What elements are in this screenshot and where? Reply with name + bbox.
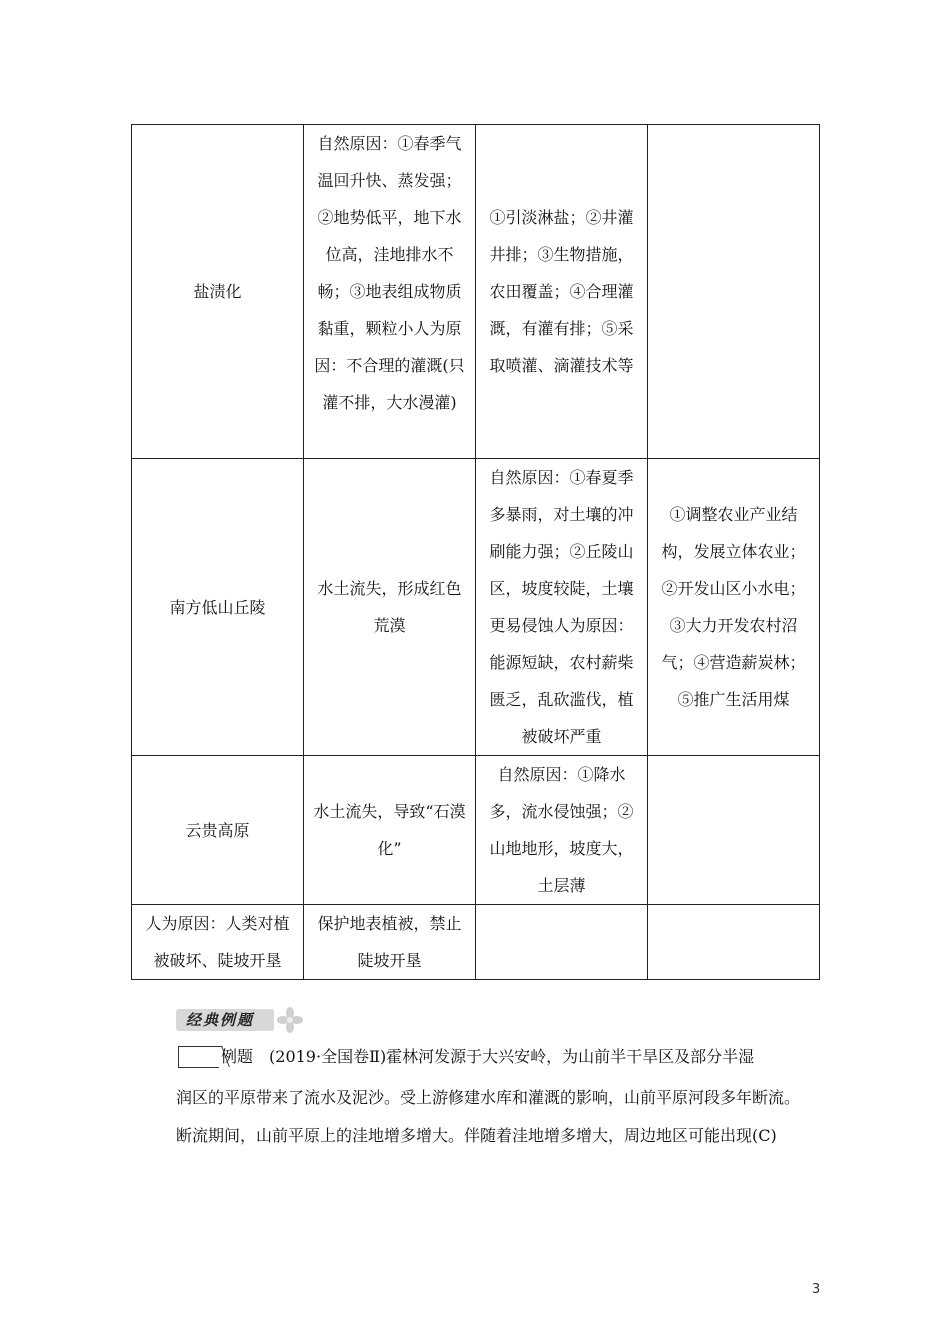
table-cell: 水土流失，形成红色荒漠 <box>304 459 476 756</box>
table-row <box>132 459 820 756</box>
flower-icon <box>277 1007 303 1033</box>
example-label-frame <box>178 1046 219 1068</box>
page-number: 3 <box>812 1282 821 1297</box>
example-line-1 <box>221 1039 861 1075</box>
table-cell: 水土流失，导致“石漠化” <box>304 756 476 905</box>
table-cell: ①引淡淋盐；②井灌井排；③生物措施，农田覆盖；④合理灌溉，有灌有排；⑤采取喷灌、滴灌技术等 <box>476 125 648 459</box>
table-row <box>132 905 820 980</box>
table-cell: 人为原因：人类对植被破坏、陡坡开垦 <box>132 905 304 980</box>
table-cell: 自然原因：①春季气温回升快、蒸发强；②地势低平，地下水位高，洼地排水不畅；③地表组成物质黏重，颗粒小人为原因：不合理的灌溉(只灌不排，大水漫灌) <box>304 125 476 459</box>
table-row <box>132 756 820 905</box>
example-line-2: 润区的平原带来了流水及泥沙。受上游修建水库和灌溉的影响，山前平原河段多年断流。 <box>176 1088 801 1107</box>
example-label: 例题 <box>221 1047 254 1066</box>
table-cell <box>648 905 820 980</box>
section-title: 经典例题 <box>186 1011 255 1029</box>
table-cell <box>648 756 820 905</box>
table-cell: 保护地表植被，禁止陡坡开垦 <box>304 905 476 980</box>
table-cell <box>648 125 820 459</box>
table-cell: 盐渍化 <box>132 125 304 459</box>
table-cell: 自然原因：①降水多，流水侵蚀强；②山地地形，坡度大，土层薄 <box>476 756 648 905</box>
table-cell: 南方低山丘陵 <box>132 459 304 756</box>
table-row <box>132 125 820 459</box>
example-text-1: (2019·全国卷Ⅱ)霍林河发源于大兴安岭，为山前半干旱区及部分半湿 <box>269 1047 755 1066</box>
table-cell: ①调整农业产业结构，发展立体农业；②开发山区小水电；③大力开发农村沼气；④营造薪炭林；⑤推广生活用煤 <box>648 459 820 756</box>
section-title-banner <box>176 1009 274 1031</box>
table-cell: 云贵高原 <box>132 756 304 905</box>
table-cell <box>476 905 648 980</box>
table-cell: 自然原因：①春夏季多暴雨，对土壤的冲刷能力强；②丘陵山区，坡度较陡，土壤更易侵蚀人为原因：能源短缺，农村薪柴匮乏，乱砍滥伐，植被破坏严重 <box>476 459 648 756</box>
example-line-3: 断流期间，山前平原上的洼地增多增大。伴随着洼地增多增大，周边地区可能出现(C) <box>176 1126 777 1145</box>
soil-problems-table <box>131 124 820 980</box>
